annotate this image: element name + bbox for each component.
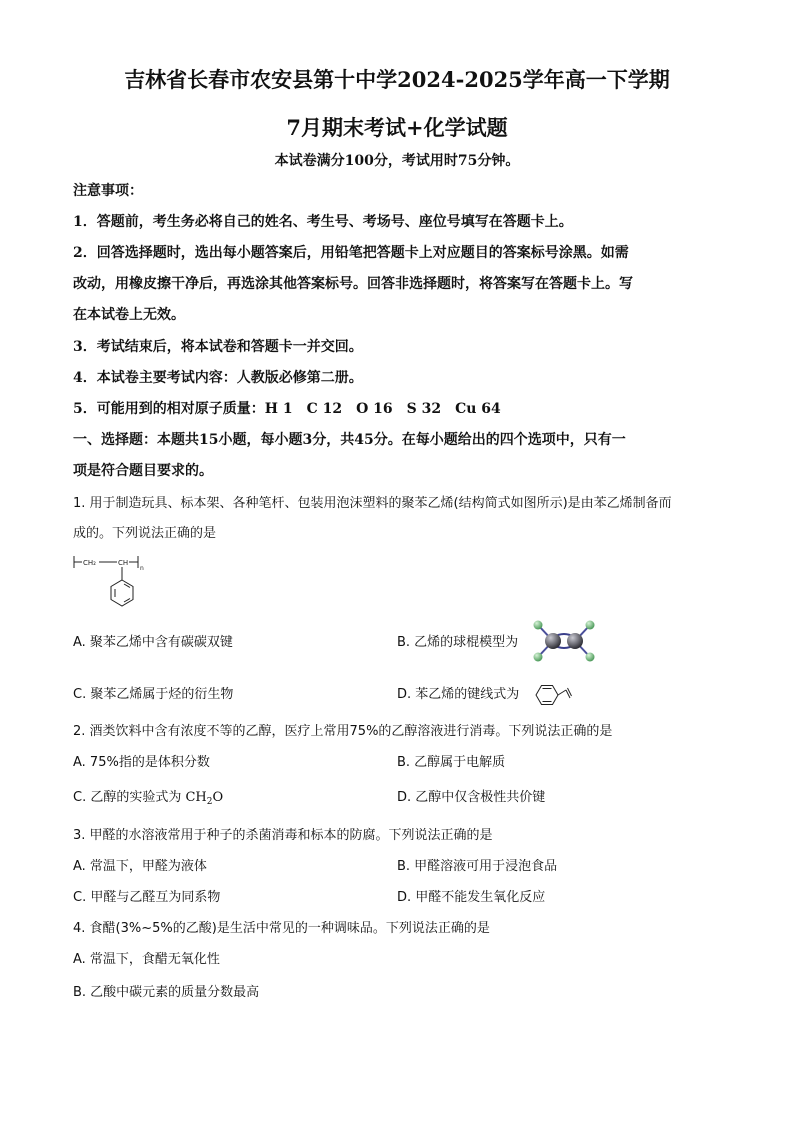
q3-option-d: D. 甲醛不能发生氧化反应	[397, 890, 546, 905]
q3-stem: 3. 甲醛的水溶液常用于种子的杀菌消毒和标本的防腐。下列说法正确的是	[73, 828, 493, 843]
q1-option-b: B. 乙烯的球棍模型为	[397, 635, 519, 650]
section1-heading-line2: 项是符合题目要求的。	[73, 463, 213, 479]
exam-title-line2: 7月期末考试+化学试题	[286, 115, 508, 140]
q1-option-d: D. 苯乙烯的键线式为	[397, 687, 520, 702]
notes-line-3: 改动，用橡皮擦干净后，再选涂其他答案标号。回答非选择题时，将答案写在答题卡上。写	[73, 276, 633, 292]
q2-option-a: A. 75%指的是体积分数	[73, 755, 210, 770]
q4-option-b: B. 乙酸中碳元素的质量分数最高	[73, 985, 260, 1000]
q3-option-b: B. 甲醛溶液可用于浸泡食品	[397, 859, 558, 874]
formula-o: O	[212, 790, 224, 805]
ethylene-ball-stick-icon	[530, 618, 600, 664]
formula-ch: CH	[185, 790, 207, 805]
exam-title-line1: 吉林省长春市农安县第十中学2024-2025学年高一下学期	[124, 67, 670, 92]
struct-ch2-label: CH₂	[83, 559, 96, 567]
q3-option-a: A. 常温下，甲醛为液体	[73, 859, 207, 874]
notes-line-6: 4．本试卷主要考试内容：人教版必修第二册。	[73, 370, 363, 386]
styrene-line-structure-icon	[532, 680, 574, 710]
notes-line-2: 2．回答选择题时，选出每小题答案后，用铅笔把答题卡上对应题目的答案标号涂黑。如需	[73, 245, 629, 261]
q2-option-c	[73, 789, 223, 811]
q2-option-d: D. 乙醇中仅含极性共价键	[397, 790, 546, 805]
notes-line-7: 5．可能用到的相对原子质量：H 1 C 12 O 16 S 32 Cu 64	[73, 401, 501, 417]
notes-line-1: 1．答题前，考生务必将自己的姓名、考生号、考场号、座位号填写在答题卡上。	[73, 214, 573, 230]
q2-stem: 2. 酒类饮料中含有浓度不等的乙醇，医疗上常用75%的乙醇溶液进行消毒。下列说法正确的是	[73, 724, 613, 739]
q2-option-b: B. 乙醇属于电解质	[397, 755, 506, 770]
struct-n-label: n	[140, 565, 144, 572]
notes-heading: 注意事项：	[73, 183, 143, 199]
q3-option-c: C. 甲醛与乙醛互为同系物	[73, 890, 221, 905]
q1-option-a: A. 聚苯乙烯中含有碳碳双键	[73, 635, 233, 650]
struct-ch-label: CH	[118, 559, 129, 567]
notes-line-5: 3．考试结束后，将本试卷和答题卡一并交回。	[73, 339, 363, 355]
q2-option-c-text: C. 乙醇的实验式为	[73, 790, 186, 805]
q1-option-c: C. 聚苯乙烯属于烃的衍生物	[73, 687, 234, 702]
q1-stem-line1: 1. 用于制造玩具、标本架、各种笔杆、包装用泡沫塑料的聚苯乙烯(结构简式如图所示)是由苯乙烯制备而	[73, 496, 672, 511]
notes-line-4: 在本试卷上无效。	[73, 307, 185, 323]
q1-stem-line2: 成的。下列说法正确的是	[73, 526, 217, 541]
ethanol-empirical-formula	[185, 790, 223, 805]
q4-stem: 4. 食醋(3%~5%的乙酸)是生活中常见的一种调味品。下列说法正确的是	[73, 921, 490, 936]
q4-option-a: A. 常温下，食醋无氧化性	[73, 952, 220, 967]
formula-subscript: 2	[206, 797, 213, 807]
polystyrene-structure-icon	[72, 552, 162, 612]
exam-subtitle: 本试卷满分100分，考试用时75分钟。	[274, 153, 520, 169]
section1-heading-line1: 一、选择题：本题共15小题，每小题3分，共45分。在每小题给出的四个选项中，只有一	[73, 432, 626, 448]
